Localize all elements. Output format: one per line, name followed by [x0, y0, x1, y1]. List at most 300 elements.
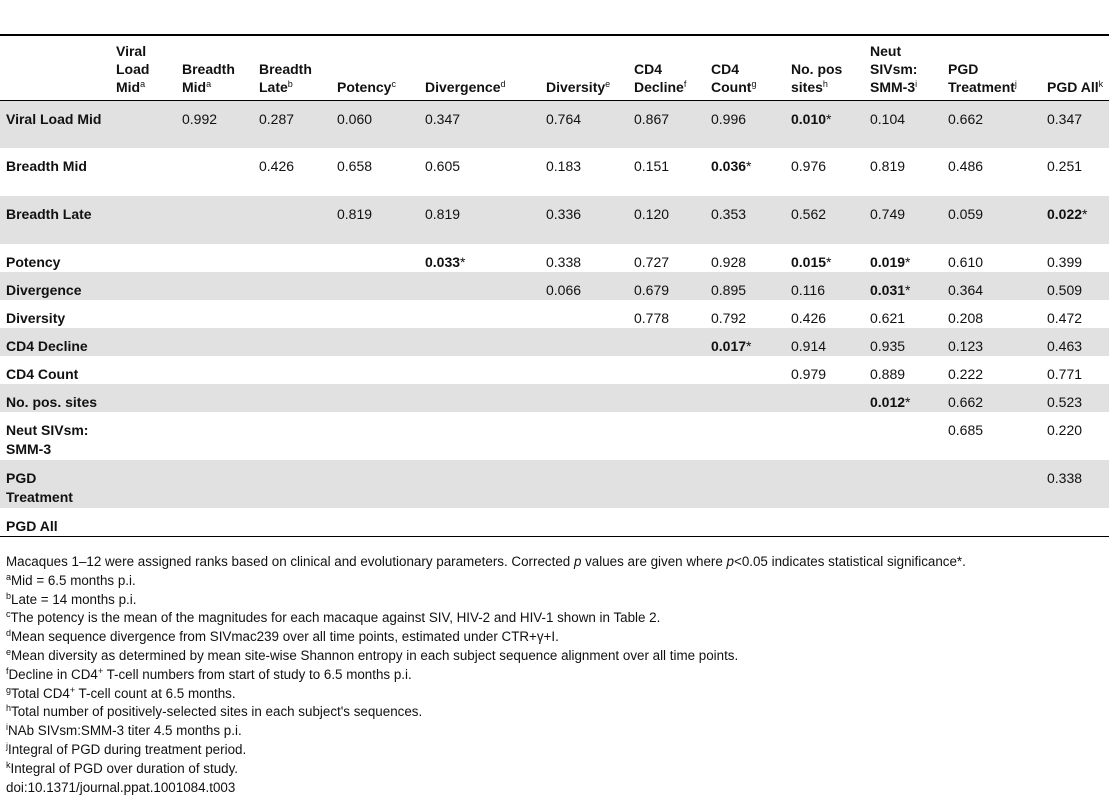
footnote-text: Mean sequence divergence from SIVmac239 over all time points, estimated under CTR+γ+I.: [11, 629, 559, 645]
cell-value: 0.819: [425, 206, 461, 222]
cell-value: 0.347: [425, 110, 461, 127]
table-row: [0, 328, 1109, 356]
row-header: Breadth Late: [6, 206, 92, 222]
cell-value: 0.116: [791, 282, 825, 298]
footnote-marker: a: [6, 571, 12, 582]
table-cell: [251, 100, 329, 148]
table-cell: [108, 300, 174, 328]
table-cell: [108, 412, 174, 460]
footnote: [6, 647, 1106, 666]
significance-marker: *: [746, 338, 752, 354]
cell-value: 0.509: [1047, 282, 1083, 298]
table-cell: [329, 148, 417, 196]
row-header: No. pos. sites: [6, 394, 98, 410]
column-header-label: Divergence: [425, 78, 501, 95]
table-row: [0, 148, 1109, 196]
table-cell: [417, 356, 538, 384]
cell-value: 0.060: [337, 110, 373, 127]
column-header-label: Viral Load Mid: [116, 42, 150, 95]
row-header: Neut SIVsm: SMM-3: [6, 422, 89, 457]
cell-value: 0.353: [711, 206, 747, 222]
cell-value: 0.749: [870, 206, 906, 222]
cell-value: 0.662: [948, 394, 984, 410]
table-cell: [251, 328, 329, 356]
footnote-text: Late = 14 months p.i.: [11, 591, 137, 607]
column-header: [417, 34, 538, 100]
table-cell: [783, 148, 862, 196]
table-cell: [251, 412, 329, 460]
table-cell: [626, 196, 703, 244]
table-row: [0, 244, 1109, 272]
table-cell: [329, 300, 417, 328]
table-cell: [783, 272, 862, 300]
table-cell: [1039, 384, 1109, 412]
cell-value: 0.992: [182, 110, 218, 127]
cell-value: 0.123: [948, 338, 984, 354]
table-cell: [251, 384, 329, 412]
row-header: CD4 Count: [6, 366, 79, 382]
cell-value: 0.914: [791, 338, 827, 354]
table-cell: [174, 244, 251, 272]
column-header: [626, 34, 703, 100]
table-cell: [174, 460, 251, 508]
superscript-plus: +: [97, 665, 104, 676]
table-cell: [783, 508, 862, 537]
cell-value: 0.679: [634, 282, 670, 298]
cell-value: 0.727: [634, 254, 670, 270]
table-cell: [417, 148, 538, 196]
column-header: [0, 34, 108, 100]
cell-value: 0.426: [259, 158, 295, 174]
footnote-marker: f: [6, 665, 9, 676]
table-cell: [703, 412, 783, 460]
footnote: [6, 760, 1106, 779]
footnote-marker: j: [1014, 78, 1017, 89]
footnote-marker: e: [605, 78, 611, 89]
table-cell: [862, 100, 940, 148]
table-cell: [940, 384, 1039, 412]
table-cell: [1039, 244, 1109, 272]
table-cell: [783, 300, 862, 328]
cell-value: 0.033: [425, 254, 461, 270]
table-row: [0, 412, 1109, 460]
footnote-list: [6, 572, 1106, 779]
table-cell: [174, 328, 251, 356]
footnote: [6, 685, 1106, 704]
cell-value: 0.399: [1047, 254, 1083, 270]
column-header-label: PGD Treatment: [948, 60, 1015, 95]
cell-value: 0.895: [711, 282, 747, 298]
footnote-marker: b: [6, 590, 12, 601]
table-cell: [251, 460, 329, 508]
table-cell: [251, 196, 329, 244]
table-cell: [174, 196, 251, 244]
table-cell: [783, 244, 862, 272]
footnote-marker: c: [391, 78, 396, 89]
table-cell: [862, 272, 940, 300]
cell-value: 0.605: [425, 158, 461, 174]
table-cell: [174, 300, 251, 328]
table-cell: [108, 272, 174, 300]
column-header-label: CD4 Count: [711, 60, 752, 95]
table-cell: [251, 244, 329, 272]
table-cell: [417, 244, 538, 272]
row-header: CD4 Decline: [6, 338, 88, 354]
table-cell: [1039, 328, 1109, 356]
table-cell: [174, 384, 251, 412]
table-cell: [783, 460, 862, 508]
cell-value: 0.019: [870, 254, 906, 270]
cell-value: 0.104: [870, 110, 906, 127]
table-cell: [417, 460, 538, 508]
table-cell: [703, 328, 783, 356]
cell-value: 0.935: [870, 338, 906, 354]
table-cell: [329, 100, 417, 148]
cell-value: 0.059: [948, 206, 984, 222]
table-cell: [940, 460, 1039, 508]
table-cell: [862, 244, 940, 272]
cell-value: 0.066: [546, 282, 582, 298]
table-cell: [940, 328, 1039, 356]
column-header-label: CD4 Decline: [634, 60, 684, 95]
cell-value: 0.889: [870, 366, 906, 382]
table-cell: [538, 100, 626, 148]
table-cell: [626, 412, 703, 460]
table-cell: [626, 148, 703, 196]
table-cell: [538, 508, 626, 537]
table-cell: [703, 508, 783, 537]
table-cell: [626, 384, 703, 412]
footnote-marker: f: [683, 78, 687, 89]
table-cell: [417, 100, 538, 148]
footnote-marker: k: [1098, 78, 1104, 89]
footnote: [6, 703, 1106, 722]
table-cell: [108, 148, 174, 196]
footnote: [6, 609, 1106, 628]
table-cell: [108, 196, 174, 244]
significance-marker: *: [1082, 206, 1088, 222]
cell-value: 0.979: [791, 366, 827, 382]
table-row: [0, 100, 1109, 148]
cell-value: 0.287: [259, 110, 295, 127]
cell-value: 0.338: [546, 254, 582, 270]
table-cell: [1039, 356, 1109, 384]
significance-marker: *: [826, 110, 832, 127]
footnote-marker: i: [915, 78, 918, 89]
row-header: PGD All: [6, 518, 58, 534]
table-cell: [174, 272, 251, 300]
row-header: Viral Load Mid: [6, 110, 102, 127]
significance-marker: *: [905, 254, 911, 270]
table-cell: [626, 508, 703, 537]
table-cell: [174, 412, 251, 460]
footnote: [6, 591, 1106, 610]
cell-value: 0.426: [791, 310, 827, 326]
table-cell: [862, 508, 940, 537]
column-header-label: Diversity: [546, 78, 606, 95]
table-cell: [862, 196, 940, 244]
table-cell: [417, 508, 538, 537]
correlation-table: [0, 34, 1109, 537]
column-header-label: Potency: [337, 78, 392, 95]
footnote-text: Integral of PGD over duration of study.: [10, 760, 239, 776]
cell-value: 0.658: [337, 158, 373, 174]
significance-marker: *: [460, 254, 466, 270]
footnote-marker: h: [6, 703, 12, 714]
table-cell: [417, 272, 538, 300]
table-cell: [538, 356, 626, 384]
cell-value: 0.120: [634, 206, 670, 222]
table-cell: [329, 384, 417, 412]
caption: Macaques 1–12 were assigned ranks based on clinical and evolutionary parameters. Corrected p values are given where p<0.05 indicates statistical significance*.: [6, 554, 966, 569]
table-cell: [251, 508, 329, 537]
table-cell: [417, 328, 538, 356]
footnote-text: T-cell count at 6.5 months.: [75, 685, 236, 701]
footnote-marker: j: [6, 740, 8, 751]
footnote-text: T-cell numbers from start of study to 6.5 months p.i.: [103, 666, 412, 682]
table-cell: [329, 272, 417, 300]
table-cell: [703, 460, 783, 508]
table-cell: [862, 460, 940, 508]
table-cell: [329, 356, 417, 384]
cell-value: 0.222: [948, 366, 984, 382]
table-row: [0, 196, 1109, 244]
table-cell: [417, 300, 538, 328]
doi-text: doi:10.1371/journal.ppat.1001084.t003: [6, 779, 236, 795]
footnote-marker: a: [206, 78, 212, 89]
table-cell: [703, 356, 783, 384]
table-cell: [703, 384, 783, 412]
cell-value: 0.220: [1047, 422, 1083, 438]
table-cell: [940, 196, 1039, 244]
table-cell: [174, 100, 251, 148]
table-cell: [783, 196, 862, 244]
table-cell: [626, 272, 703, 300]
table-cell: [940, 148, 1039, 196]
cell-value: 0.819: [870, 158, 906, 174]
table-cell: [703, 272, 783, 300]
table-cell: [1039, 300, 1109, 328]
table-cell: [108, 356, 174, 384]
footnote-marker: h: [822, 78, 828, 89]
cell-value: 0.364: [948, 282, 984, 298]
column-header-label: Neut SIVsm: SMM-3: [870, 42, 918, 95]
footnote-text: Decline in CD4: [8, 666, 98, 682]
cell-value: 0.151: [634, 158, 670, 174]
cell-value: 0.685: [948, 422, 984, 438]
table-row: [0, 300, 1109, 328]
significance-marker: *: [826, 254, 832, 270]
table-cell: [538, 412, 626, 460]
table-cell: [108, 508, 174, 537]
cell-value: 0.036: [711, 158, 747, 174]
significance-marker: *: [905, 394, 911, 410]
table-cell: [703, 196, 783, 244]
table-row: [0, 460, 1109, 508]
superscript-plus: +: [69, 684, 76, 695]
footnote-text: The potency is the mean of the magnitudes for each macaque against SIV, HIV-2 and HIV-1 shown in Table 2.: [10, 610, 661, 626]
cell-value: 0.463: [1047, 338, 1083, 354]
cell-value: 0.472: [1047, 310, 1083, 326]
cell-value: 0.183: [546, 158, 582, 174]
footnote-text: Total CD4: [11, 685, 70, 701]
table-cell: [538, 300, 626, 328]
cell-value: 0.336: [546, 206, 582, 222]
column-header: [703, 34, 783, 100]
footnote: [6, 666, 1106, 685]
table-cell: [417, 412, 538, 460]
table-cell: [251, 356, 329, 384]
footnote-marker: g: [751, 78, 757, 89]
table-cell: [703, 148, 783, 196]
row-header: Divergence: [6, 282, 82, 298]
column-header-label: No. pos sites: [791, 60, 843, 95]
footnote-marker: d: [500, 78, 506, 89]
table-cell: [108, 100, 174, 148]
cell-value: 0.610: [948, 254, 984, 270]
footnote-text: Integral of PGD during treatment period.: [8, 741, 247, 757]
table-cell: [1039, 196, 1109, 244]
footnote-marker: b: [287, 78, 293, 89]
cell-value: 0.523: [1047, 394, 1083, 410]
table-cell: [108, 384, 174, 412]
table-cell: [862, 412, 940, 460]
footnote-text: Mean diversity as determined by mean site-wise Shannon entropy in each subject sequence alignment over all time points.: [11, 647, 739, 663]
cell-value: 0.017: [711, 338, 747, 354]
table-cell: [862, 384, 940, 412]
table-cell: [329, 328, 417, 356]
table-cell: [538, 384, 626, 412]
cell-value: 0.771: [1047, 366, 1083, 382]
table-cell: [329, 460, 417, 508]
cell-value: 0.031: [870, 282, 906, 298]
cell-value: 0.996: [711, 110, 747, 127]
column-header-label: Breadth Late: [259, 60, 312, 95]
table-cell: [626, 100, 703, 148]
table-cell: [329, 244, 417, 272]
column-header: [1039, 34, 1109, 100]
table-cell: [783, 356, 862, 384]
column-header: [783, 34, 862, 100]
table-cell: [251, 300, 329, 328]
cell-value: 0.621: [870, 310, 906, 326]
column-header-label: Breadth Mid: [182, 60, 235, 95]
table-cell: [1039, 100, 1109, 148]
column-header-label: PGD All: [1047, 78, 1099, 95]
table-cell: [1039, 272, 1109, 300]
table-cell: [940, 412, 1039, 460]
table-cell: [703, 300, 783, 328]
cell-value: 0.867: [634, 110, 670, 127]
table-cell: [538, 328, 626, 356]
table-cell: [783, 100, 862, 148]
table-cell: [538, 148, 626, 196]
table-cell: [329, 412, 417, 460]
top-rule: [0, 0, 1109, 36]
table-cell: [108, 328, 174, 356]
row-header: PGD Treatment: [6, 470, 73, 505]
table-cell: [538, 460, 626, 508]
cell-value: 0.819: [337, 206, 373, 222]
cell-value: 0.010: [791, 110, 827, 127]
table-row: [0, 356, 1109, 384]
footnote-text: Total number of positively-selected sites in each subject's sequences.: [11, 704, 423, 720]
table-cell: [626, 460, 703, 508]
cell-value: 0.976: [791, 158, 827, 174]
table-cell: [108, 460, 174, 508]
table-cell: [1039, 460, 1109, 508]
table-cell: [626, 300, 703, 328]
row-header: Potency: [6, 254, 61, 270]
table-cell: [783, 384, 862, 412]
cell-value: 0.562: [791, 206, 827, 222]
footnote-marker: k: [6, 759, 11, 770]
row-header: Breadth Mid: [6, 158, 87, 174]
cell-value: 0.792: [711, 310, 747, 326]
footnote-marker: a: [140, 78, 146, 89]
table-body: [0, 100, 1109, 537]
footnote-marker: i: [6, 722, 8, 733]
table-cell: [1039, 412, 1109, 460]
cell-value: 0.338: [1047, 470, 1083, 486]
table-row: [0, 272, 1109, 300]
table-cell: [783, 412, 862, 460]
footnote-marker: d: [6, 628, 12, 639]
table-cell: [251, 272, 329, 300]
footnote: [6, 741, 1106, 760]
table-cell: [329, 196, 417, 244]
footnote: [6, 628, 1106, 647]
table-cell: [783, 328, 862, 356]
table-cell: [626, 356, 703, 384]
table-cell: [626, 328, 703, 356]
cell-value: 0.022: [1047, 206, 1083, 222]
table-cell: [940, 272, 1039, 300]
table-cell: [329, 508, 417, 537]
cell-value: 0.251: [1047, 158, 1083, 174]
table-cell: [174, 356, 251, 384]
cell-value: 0.764: [546, 110, 582, 127]
table-cell: [862, 356, 940, 384]
table-cell: [1039, 508, 1109, 537]
column-header: [174, 34, 251, 100]
cell-value: 0.012: [870, 394, 906, 410]
table-cell: [417, 196, 538, 244]
footnote-marker: c: [6, 609, 11, 620]
table-cell: [862, 148, 940, 196]
cell-value: 0.015: [791, 254, 827, 270]
table-cell: [626, 244, 703, 272]
column-header: [251, 34, 329, 100]
column-header: [538, 34, 626, 100]
table-notes: [6, 553, 1106, 797]
cell-value: 0.778: [634, 310, 670, 326]
cell-value: 0.208: [948, 310, 984, 326]
table-cell: [940, 508, 1039, 537]
footnote-marker: e: [6, 646, 12, 657]
table-cell: [174, 508, 251, 537]
column-header: [329, 34, 417, 100]
table-cell: [417, 384, 538, 412]
footnote-marker: g: [6, 684, 12, 695]
column-header: [862, 34, 940, 100]
column-header: [940, 34, 1039, 100]
footnote-text: NAb SIVsm:SMM-3 titer 4.5 months p.i.: [8, 723, 242, 739]
footnote: [6, 572, 1106, 591]
table-cell: [538, 196, 626, 244]
column-header: [108, 34, 174, 100]
table-cell: [940, 100, 1039, 148]
